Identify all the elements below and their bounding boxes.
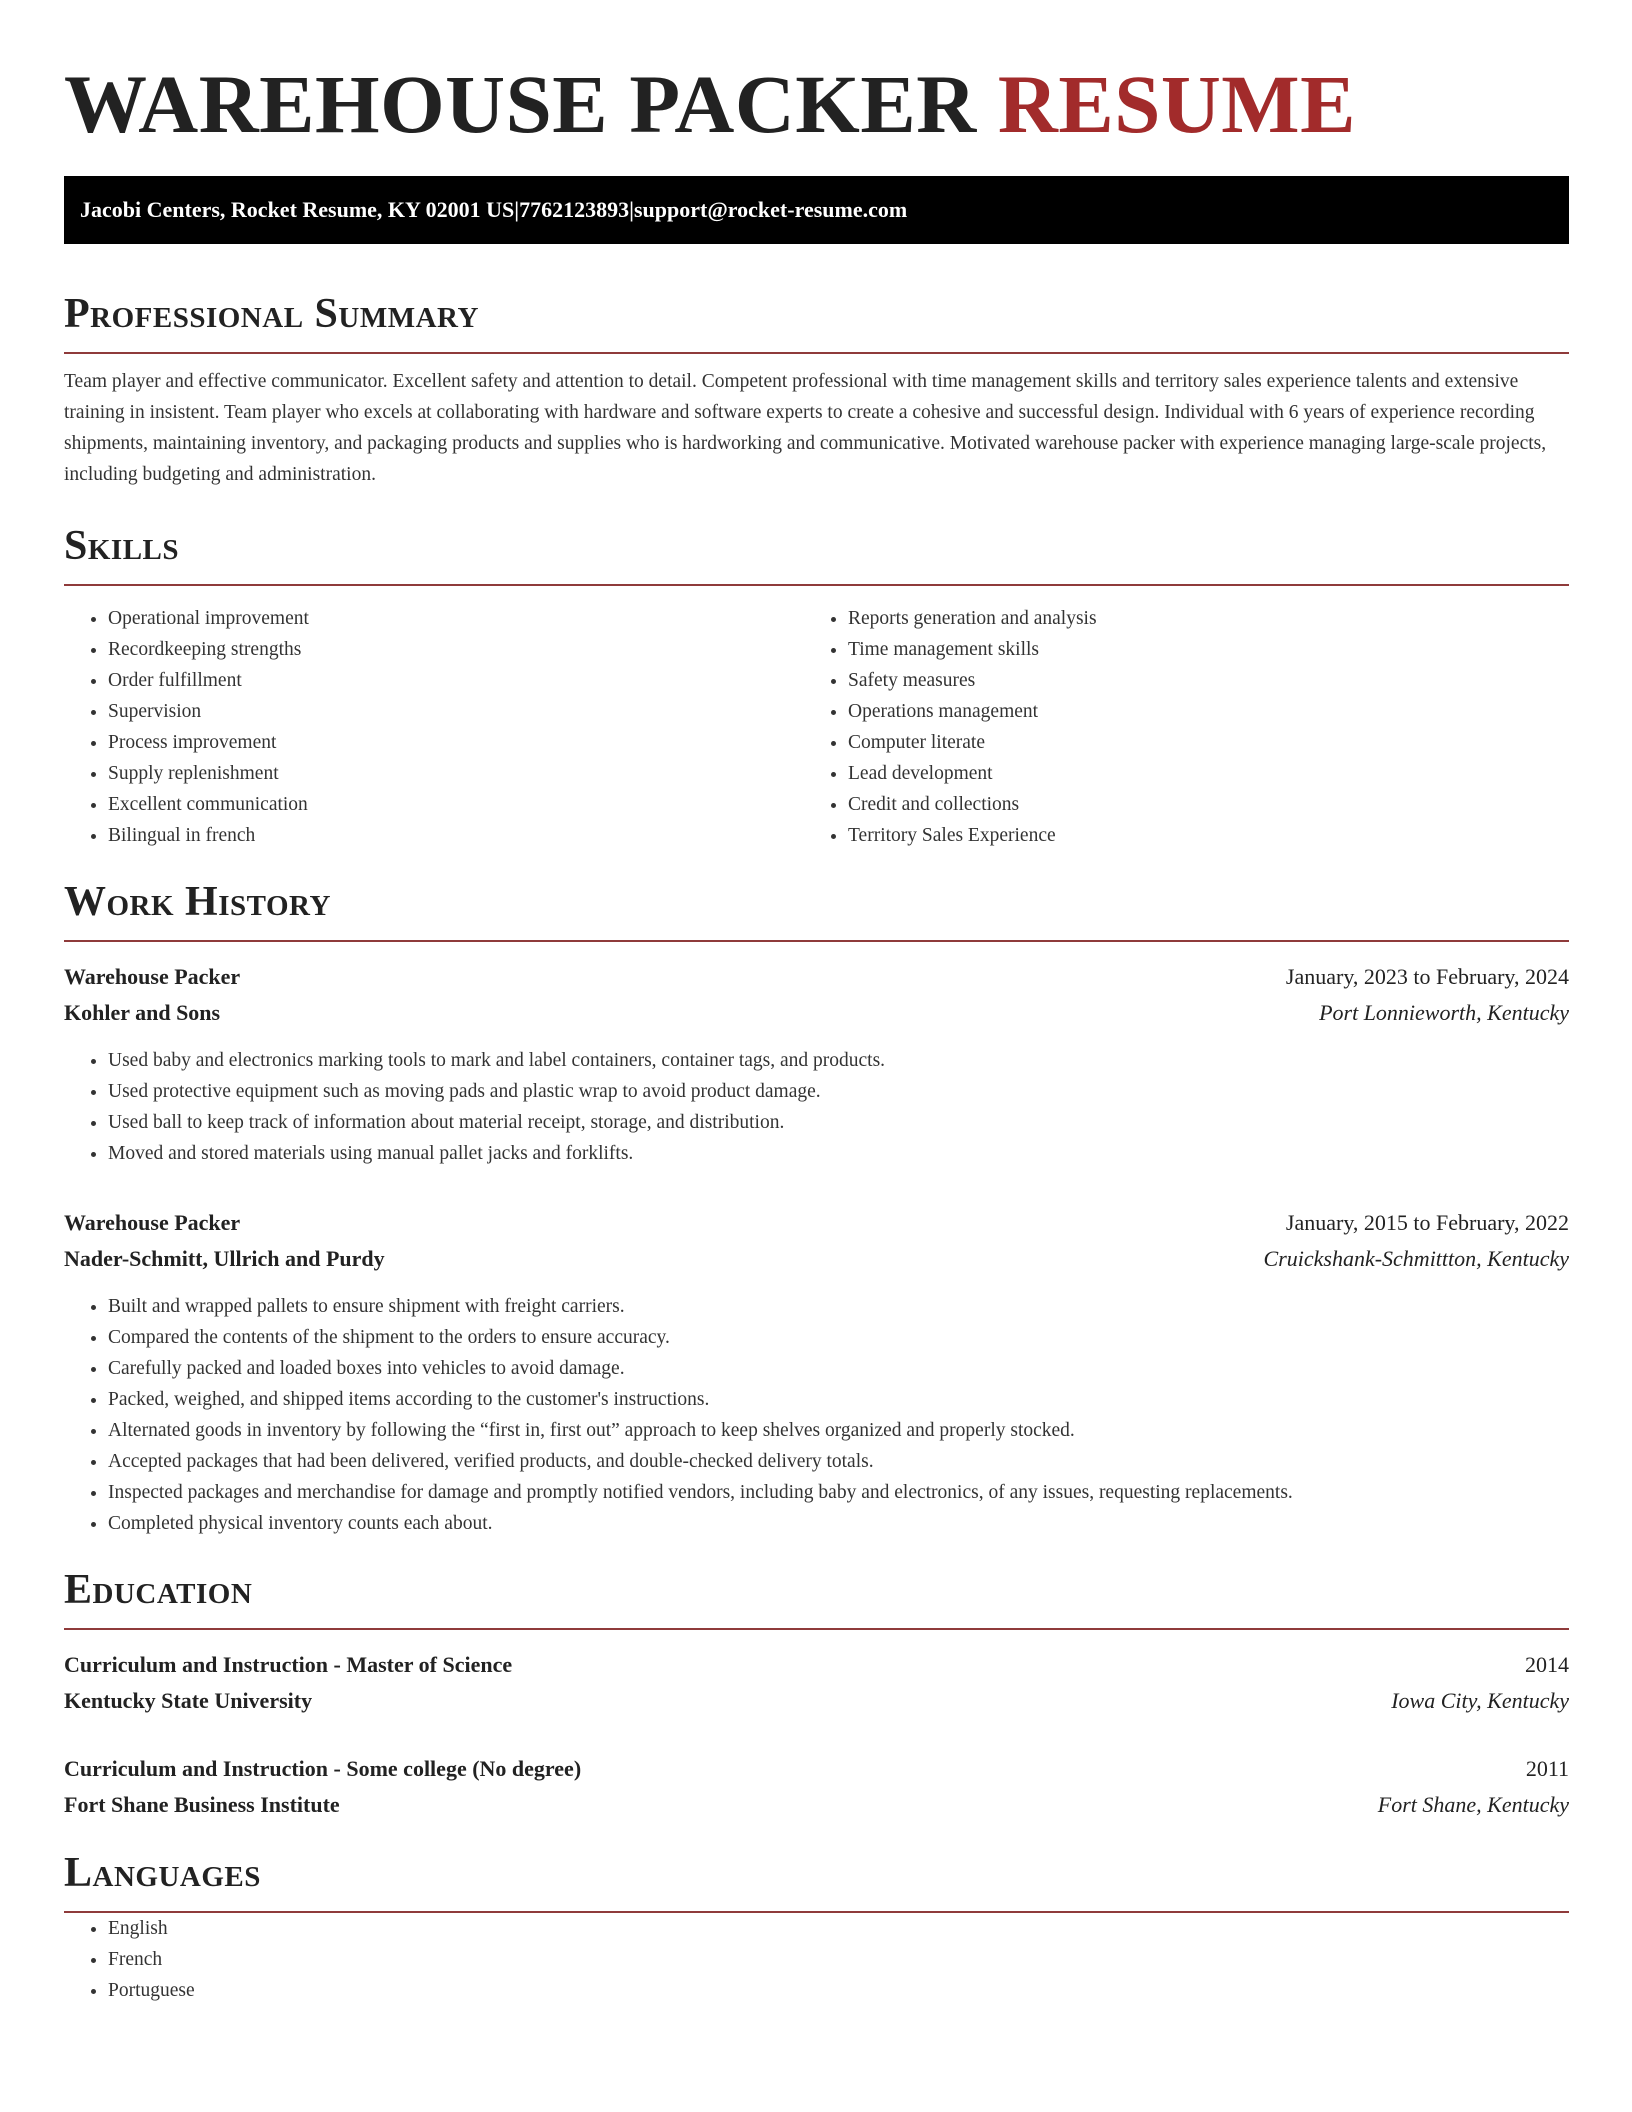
title-accent: RESUME (997, 58, 1357, 150)
education-year: 2014 (1525, 1652, 1569, 1677)
education-entry (64, 1647, 1569, 1719)
job-duty: • Packed, weighed, and shipped items according to the customer's instructions. (108, 1384, 1569, 1415)
skill-item: • Process improvement (108, 727, 804, 758)
skills-column-left (64, 603, 804, 851)
title-main: WAREHOUSE PACKER (64, 58, 977, 150)
job-duty: • Compared the contents of the shipment to the orders to ensure accuracy. (108, 1322, 1569, 1353)
job-title: Warehouse Packer (64, 964, 241, 989)
job-location: Port Lonnieworth, Kentucky (1319, 1000, 1569, 1025)
education-year: 2011 (1525, 1756, 1569, 1781)
job-duty: • Alternated goods in inventory by following the “first in, first out” approach to keep shelves organized and properly stocked. (108, 1415, 1569, 1446)
education-school-row (64, 1683, 1569, 1719)
skill-item: • Supervision (108, 696, 804, 727)
skill-item: • Excellent communication (108, 789, 804, 820)
job-location: Cruickshank-Schmittton, Kentucky (1263, 1246, 1569, 1271)
summary-section (64, 286, 1569, 490)
job-company-row (64, 1241, 1569, 1277)
skills-column-right (804, 603, 1544, 851)
job-duty: • Built and wrapped pallets to ensure shipment with freight carriers. (108, 1291, 1569, 1322)
education-degree: Curriculum and Instruction - Master of Science (64, 1652, 513, 1677)
skill-item: • Credit and collections (848, 789, 1544, 820)
languages-list (64, 1913, 1569, 2006)
job-company-row (64, 995, 1569, 1031)
education-school: Fort Shane Business Institute (64, 1792, 340, 1817)
work-history-heading: Work History (64, 879, 331, 925)
skill-item: • Recordkeeping strengths (108, 634, 804, 665)
job-entry (64, 959, 1569, 1169)
contact-phone: 7762123893 (519, 197, 630, 222)
skill-item: • Bilingual in french (108, 820, 804, 851)
education-heading: Education (64, 1567, 253, 1613)
skills-heading: Skills (64, 523, 180, 569)
job-duty: • Used ball to keep track of information about material receipt, storage, and distribution. (108, 1107, 1569, 1138)
job-duty: • Completed physical inventory counts each about. (108, 1508, 1569, 1539)
contact-address: Jacobi Centers, Rocket Resume, KY 02001 US (80, 197, 515, 222)
section-divider (64, 1628, 1569, 1630)
education-location: Iowa City, Kentucky (1391, 1688, 1569, 1713)
skills-grid (64, 603, 1569, 851)
job-duty: • Carefully packed and loaded boxes into vehicles to avoid damage. (108, 1353, 1569, 1384)
education-school: Kentucky State University (64, 1688, 313, 1713)
skill-item: • Safety measures (848, 665, 1544, 696)
section-divider (64, 940, 1569, 942)
education-location: Fort Shane, Kentucky (1377, 1792, 1569, 1817)
contact-bar (64, 176, 1569, 244)
job-company: Nader-Schmitt, Ullrich and Purdy (64, 1246, 385, 1271)
job-header-row (64, 959, 1569, 995)
language-item: • Portuguese (108, 1975, 1569, 2006)
education-entry (64, 1751, 1569, 1823)
skill-item: • Lead development (848, 758, 1544, 789)
job-duty: • Inspected packages and merchandise for damage and promptly notified vendors, including baby and electronics, of any issues, requesting replacements. (108, 1477, 1569, 1508)
job-duty: • Used baby and electronics marking tools to mark and label containers, container tags, and products. (108, 1045, 1569, 1076)
job-duty: • Moved and stored materials using manual pallet jacks and forklifts. (108, 1138, 1569, 1169)
resume-title (64, 58, 1356, 150)
section-divider (64, 584, 1569, 586)
contact-email[interactable]: support@rocket-resume.com (633, 197, 908, 222)
skills-section (64, 518, 1569, 851)
education-degree-row (64, 1647, 1569, 1683)
skill-item: • Territory Sales Experience (848, 820, 1544, 851)
education-school-row (64, 1787, 1569, 1823)
job-title: Warehouse Packer (64, 1210, 241, 1235)
job-dates: January, 2015 to February, 2022 (1285, 1210, 1569, 1235)
language-item: • English (108, 1913, 1569, 1944)
skill-item: • Operational improvement (108, 603, 804, 634)
work-history-section (64, 874, 1569, 1539)
skill-item: • Reports generation and analysis (848, 603, 1544, 634)
section-divider (64, 352, 1569, 354)
contact-separator: | (629, 197, 634, 222)
summary-text: Team player and effective communicator. Excellent safety and attention to detail. Competent professional with time management skills and territory sales experience talents and extensive training in insistent. Team player who excels at collaborating with hardware and software experts to create a cohesive and successful design. Individual with 6 years of experience recording shipments, maintaining inventory, and packaging products and supplies who is hardworking and communicative. Motivated warehouse packer with experience managing large-scale projects, including budgeting and administration. (64, 371, 1547, 485)
education-degree-row (64, 1751, 1569, 1787)
summary-heading: Professional Summary (64, 291, 479, 337)
language-item: • French (108, 1944, 1569, 1975)
education-section (64, 1562, 1569, 1823)
job-duties (64, 1291, 1569, 1539)
job-entry (64, 1205, 1569, 1539)
job-duty: • Accepted packages that had been delivered, verified products, and double-checked delivery totals. (108, 1446, 1569, 1477)
job-header-row (64, 1205, 1569, 1241)
job-company: Kohler and Sons (64, 1000, 221, 1025)
skill-item: • Supply replenishment (108, 758, 804, 789)
contact-separator: | (514, 197, 520, 222)
skill-item: • Computer literate (848, 727, 1544, 758)
skill-item: • Operations management (848, 696, 1544, 727)
job-duties (64, 1045, 1569, 1169)
skill-item: • Order fulfillment (108, 665, 804, 696)
job-duty: • Used protective equipment such as moving pads and plastic wrap to avoid product damage. (108, 1076, 1569, 1107)
languages-section (64, 1845, 1569, 2006)
job-dates: January, 2023 to February, 2024 (1285, 964, 1569, 989)
skill-item: • Time management skills (848, 634, 1544, 665)
education-degree: Curriculum and Instruction - Some college (No degree) (64, 1756, 582, 1781)
languages-heading: Languages (64, 1850, 261, 1896)
